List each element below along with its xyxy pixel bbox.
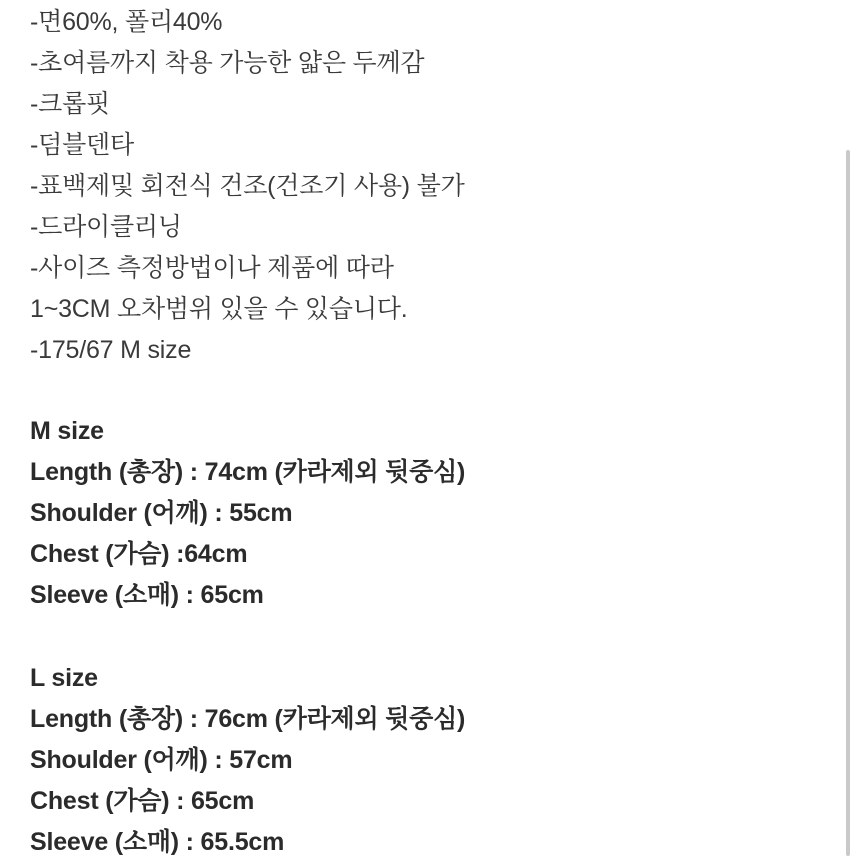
size-measurement-sleeve: Sleeve (소매) : 65cm: [30, 581, 264, 609]
size-measurement-length: Length (총장) : 76cm (카라제외 뒷중심): [30, 705, 466, 733]
description-line: -사이즈 측정방법이나 제품에 따라: [30, 254, 394, 282]
size-measurement-shoulder: Shoulder (어깨) : 55cm: [30, 499, 293, 527]
size-measurement-shoulder: Shoulder (어깨) : 57cm: [30, 746, 293, 774]
description-line: -크롭핏: [30, 90, 110, 118]
description-line: -175/67 M size: [30, 336, 192, 364]
size-title: L size: [30, 664, 98, 692]
spacer: [30, 616, 826, 658]
size-measurement-sleeve: Sleeve (소매) : 65.5cm: [30, 828, 285, 856]
description-line: -덤블덴타: [30, 131, 134, 159]
vertical-scrollbar[interactable]: [846, 150, 850, 856]
size-measurement-chest: Chest (가슴) :64cm: [30, 540, 248, 568]
description-line: -초여름까지 착용 가능한 얇은 두께감: [30, 49, 425, 77]
size-title: M size: [30, 417, 104, 445]
description-line: -드라이클리닝: [30, 213, 182, 241]
spacer: [30, 371, 826, 411]
size-group-l: [30, 658, 826, 863]
size-measurement-chest: Chest (가슴) : 65cm: [30, 787, 255, 815]
size-measurement-length: Length (총장) : 74cm (카라제외 뒷중심): [30, 458, 466, 486]
scrollbar-thumb[interactable]: [846, 150, 850, 856]
product-description: [30, 0, 826, 371]
description-line: 1~3CM 오차범위 있을 수 있습니다.: [30, 295, 408, 323]
description-line: -표백제및 회전식 건조(건조기 사용) 불가: [30, 172, 465, 200]
description-line: -면60%, 폴리40%: [30, 8, 223, 36]
size-group-m: [30, 411, 826, 616]
